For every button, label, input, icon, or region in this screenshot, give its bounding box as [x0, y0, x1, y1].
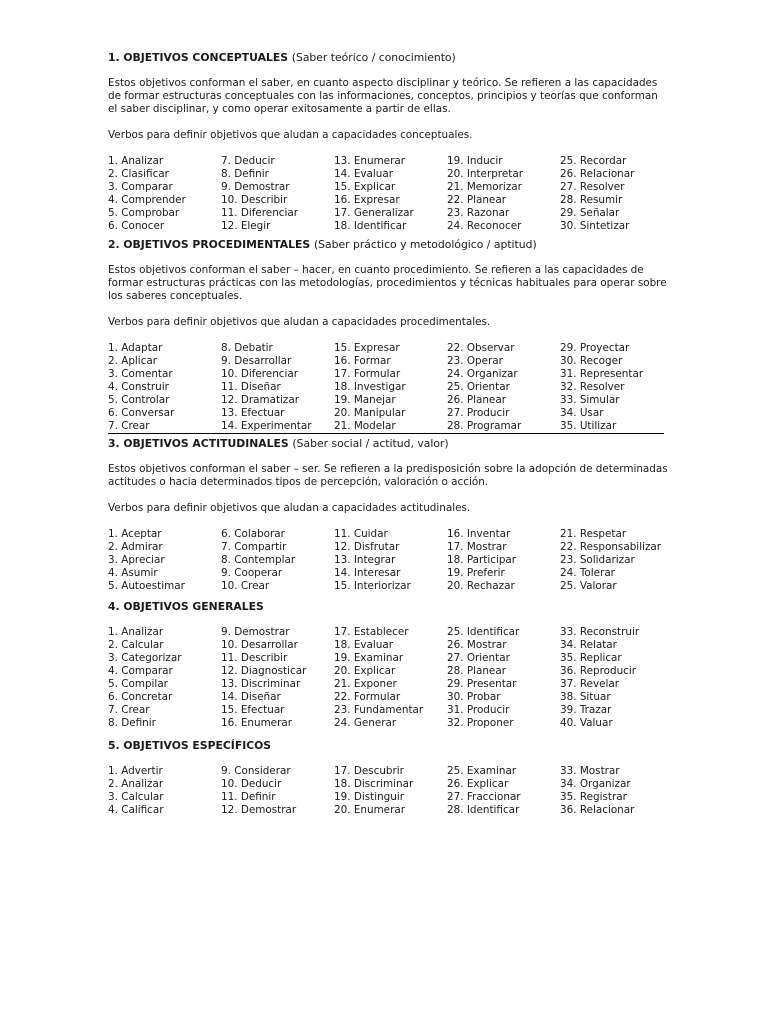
section-procedimentales — [108, 238, 667, 434]
verb-item: 28. Identificar — [447, 804, 520, 816]
verb-item: 25. Identificar — [447, 626, 520, 638]
verb-item: 37. Revelar — [560, 678, 620, 690]
verb-column — [221, 342, 334, 433]
verb-column — [221, 626, 334, 730]
verb-item: 27. Orientar — [447, 652, 510, 664]
verb-item: 24. Reconocer — [447, 220, 522, 232]
verb-column — [560, 342, 664, 433]
verb-item: 16. Enumerar — [221, 717, 292, 729]
verb-item: 5. Comprobar — [108, 207, 180, 219]
verb-item: 25. Orientar — [447, 381, 510, 393]
verb-item: 12. Demostrar — [221, 804, 297, 816]
verb-column — [108, 765, 221, 817]
verb-item: 2. Clasificar — [108, 168, 169, 180]
verb-column — [334, 342, 447, 433]
verb-grid — [108, 342, 664, 434]
verb-item: 27. Resolver — [560, 181, 625, 193]
verb-grid — [108, 155, 664, 233]
verb-item: 9. Demostrar — [221, 181, 290, 193]
verb-item: 3. Comparar — [108, 181, 173, 193]
verb-item: 19. Inducir — [447, 155, 503, 167]
section-heading: 4. OBJETIVOS GENERALES — [108, 600, 264, 613]
verb-item: 5. Controlar — [108, 394, 170, 406]
verb-item: 27. Producir — [447, 407, 510, 419]
verb-item: 4. Asumir — [108, 567, 158, 579]
section-heading: 1. OBJETIVOS CONCEPTUALES — [108, 51, 288, 64]
section-paragraph — [108, 77, 664, 116]
section-conceptuales — [108, 51, 664, 233]
verb-item: 11. Diferenciar — [221, 207, 299, 219]
verb-item: 16. Expresar — [334, 194, 400, 206]
verb-item: 3. Apreciar — [108, 554, 165, 566]
verb-item: 21. Exponer — [334, 678, 397, 690]
section-subtitle: (Saber teórico / conocimiento) — [291, 51, 456, 64]
verb-item: 19. Manejar — [334, 394, 396, 406]
verb-item: 6. Conversar — [108, 407, 175, 419]
verb-item: 25. Recordar — [560, 155, 627, 167]
verb-item: 8. Contemplar — [221, 554, 296, 566]
verbs-intro: Verbos para definir objetivos que aludan a capacidades procedimentales. — [108, 316, 491, 328]
verb-item: 9. Demostrar — [221, 626, 290, 638]
verb-item: 17. Descubrir — [334, 765, 404, 777]
verb-item: 26. Planear — [447, 394, 506, 406]
verb-item: 9. Considerar — [221, 765, 291, 777]
verb-item: 30. Sintetizar — [560, 220, 630, 232]
verb-column — [108, 528, 221, 593]
verb-item: 7. Crear — [108, 420, 150, 432]
verb-item: 9. Cooperar — [221, 567, 283, 579]
verb-item: 10. Deducir — [221, 778, 282, 790]
verbs-intro: Verbos para definir objetivos que aludan a capacidades actitudinales. — [108, 502, 471, 514]
verb-grid — [108, 626, 664, 730]
verb-item: 35. Replicar — [560, 652, 622, 664]
verb-item: 2. Analizar — [108, 778, 164, 790]
verb-item: 32. Resolver — [560, 381, 625, 393]
verb-item: 4. Comprender — [108, 194, 186, 206]
verb-item: 22. Responsabilizar — [560, 541, 662, 553]
verb-column — [108, 342, 221, 433]
verb-column — [221, 528, 334, 593]
verb-item: 2. Calcular — [108, 639, 164, 651]
verb-item: 22. Observar — [447, 342, 515, 354]
verb-item: 20. Explicar — [334, 665, 396, 677]
section-title — [108, 238, 664, 251]
verb-item: 3. Categorizar — [108, 652, 182, 664]
verb-column — [108, 626, 221, 730]
verb-column — [221, 765, 334, 817]
verb-item: 28. Planear — [447, 665, 506, 677]
section-title — [108, 51, 664, 64]
verb-item: 20. Enumerar — [334, 804, 405, 816]
verb-item: 6. Colaborar — [221, 528, 285, 540]
verb-item: 25. Valorar — [560, 580, 617, 592]
verb-column — [108, 155, 221, 233]
verb-item: 29. Proyectar — [560, 342, 630, 354]
verb-item: 15. Efectuar — [221, 704, 285, 716]
verb-grid — [108, 765, 664, 817]
verb-item: 14. Experimentar — [221, 420, 312, 432]
verb-item: 23. Fundamentar — [334, 704, 424, 716]
verb-column — [334, 765, 447, 817]
section-title — [108, 600, 664, 613]
section-paragraph — [108, 463, 668, 489]
verb-item: 18. Identificar — [334, 220, 407, 232]
section-subtitle: (Saber social / actitud, valor) — [292, 437, 449, 450]
verb-item: 18. Discriminar — [334, 778, 414, 790]
paragraph-line: el saber disciplinar, y como operar exitosamente a partir de ellas. — [108, 103, 451, 115]
verb-item: 33. Mostrar — [560, 765, 620, 777]
verb-item: 21. Memorizar — [447, 181, 522, 193]
verb-column — [560, 155, 664, 233]
verb-item: 20. Rechazar — [447, 580, 515, 592]
verb-column — [560, 626, 664, 730]
section-title — [108, 437, 664, 450]
verb-item: 14. Diseñar — [221, 691, 281, 703]
verb-item: 6. Conocer — [108, 220, 165, 232]
verb-item: 12. Elegir — [221, 220, 271, 232]
verb-item: 12. Dramatizar — [221, 394, 300, 406]
verb-item: 29. Presentar — [447, 678, 517, 690]
verb-item: 8. Definir — [221, 168, 269, 180]
verb-column — [334, 155, 447, 233]
verb-item: 1. Advertir — [108, 765, 163, 777]
verb-item: 1. Analizar — [108, 626, 164, 638]
verb-item: 5. Autoestimar — [108, 580, 185, 592]
verb-item: 35. Registrar — [560, 791, 627, 803]
section-actitudinales — [108, 437, 668, 593]
verb-item: 16. Inventar — [447, 528, 511, 540]
verb-item: 39. Trazar — [560, 704, 612, 716]
verb-item: 22. Formular — [334, 691, 401, 703]
verb-item: 26. Mostrar — [447, 639, 507, 651]
paragraph-line: los saberes conceptuales. — [108, 290, 243, 302]
verb-item: 17. Establecer — [334, 626, 409, 638]
verb-item: 25. Examinar — [447, 765, 517, 777]
verb-item: 17. Mostrar — [447, 541, 507, 553]
verb-item: 29. Señalar — [560, 207, 620, 219]
verb-item: 28. Resumir — [560, 194, 623, 206]
section-title — [108, 739, 664, 752]
verb-item: 12. Disfrutar — [334, 541, 400, 553]
verb-item: 5. Compilar — [108, 678, 168, 690]
verb-column — [334, 626, 447, 730]
verb-item: 9. Desarrollar — [221, 355, 292, 367]
verb-item: 8. Debatir — [221, 342, 273, 354]
verb-item: 15. Expresar — [334, 342, 400, 354]
section-subtitle: (Saber práctico y metodológico / aptitud) — [313, 238, 537, 251]
verb-column — [560, 528, 664, 593]
verb-column — [447, 765, 560, 817]
verb-item: 30. Probar — [447, 691, 501, 703]
section-especificos — [108, 739, 664, 817]
verb-item: 31. Producir — [447, 704, 510, 716]
verb-item: 13. Integrar — [334, 554, 396, 566]
verb-item: 12. Diagnosticar — [221, 665, 307, 677]
verb-item: 3. Calcular — [108, 791, 164, 803]
verb-item: 21. Modelar — [334, 420, 396, 432]
section-generales — [108, 600, 664, 730]
verb-item: 40. Valuar — [560, 717, 613, 729]
verb-item: 36. Relacionar — [560, 804, 635, 816]
verb-item: 26. Explicar — [447, 778, 509, 790]
verb-item: 1. Aceptar — [108, 528, 162, 540]
verb-item: 24. Organizar — [447, 368, 518, 380]
verb-item: 8. Definir — [108, 717, 156, 729]
verb-item: 13. Discriminar — [221, 678, 301, 690]
verb-item: 20. Manipular — [334, 407, 406, 419]
verb-item: 10. Describir — [221, 194, 288, 206]
verb-item: 32. Proponer — [447, 717, 514, 729]
verb-item: 14. Interesar — [334, 567, 401, 579]
verb-item: 33. Simular — [560, 394, 620, 406]
verb-item: 4. Comparar — [108, 665, 173, 677]
verb-item: 14. Evaluar — [334, 168, 394, 180]
paragraph-line: Estos objetivos conforman el saber – hacer, en cuanto procedimiento. Se refieren a las capacidades de — [108, 264, 644, 276]
paragraph-line: de formar estructuras conceptuales con las informaciones, conceptos, principios y teorías que conforman — [108, 90, 658, 102]
verb-item: 2. Aplicar — [108, 355, 158, 367]
verb-column — [221, 155, 334, 233]
verb-item: 11. Diseñar — [221, 381, 281, 393]
verb-item: 1. Adaptar — [108, 342, 163, 354]
verb-item: 16. Formar — [334, 355, 391, 367]
verb-item: 10. Desarrollar — [221, 639, 298, 651]
verb-item: 24. Generar — [334, 717, 397, 729]
section-heading: 3. OBJETIVOS ACTITUDINALES — [108, 437, 289, 450]
verb-item: 7. Compartir — [221, 541, 287, 553]
verb-item: 4. Calificar — [108, 804, 164, 816]
verb-item: 11. Describir — [221, 652, 288, 664]
verb-item: 17. Formular — [334, 368, 401, 380]
verb-item: 27. Fraccionar — [447, 791, 521, 803]
paragraph-line: formar estructuras prácticas con las metodologías, procedimientos y técnicas habituales para operar sobre — [108, 277, 667, 289]
verb-item: 30. Recoger — [560, 355, 623, 367]
verb-item: 34. Relatar — [560, 639, 617, 651]
verb-item: 15. Interiorizar — [334, 580, 411, 592]
verb-column — [560, 765, 664, 817]
verb-column — [334, 528, 447, 593]
section-paragraph — [108, 264, 667, 303]
verb-item: 11. Cuidar — [334, 528, 388, 540]
verb-column — [447, 155, 560, 233]
verb-item: 1. Analizar — [108, 155, 164, 167]
verb-column — [447, 342, 560, 433]
paragraph-line: Estos objetivos conforman el saber, en cuanto aspecto disciplinar y teórico. Se refieren a las capacidades — [108, 77, 658, 89]
verb-item: 19. Preferir — [447, 567, 505, 579]
verb-item: 15. Explicar — [334, 181, 396, 193]
verb-item: 11. Definir — [221, 791, 276, 803]
verb-item: 10. Diferenciar — [221, 368, 299, 380]
verb-item: 3. Comentar — [108, 368, 173, 380]
paragraph-line: actitudes o hacia determinados tipos de percepción, valoración o acción. — [108, 476, 489, 488]
verb-item: 33. Reconstruir — [560, 626, 640, 638]
verb-item: 20. Interpretar — [447, 168, 523, 180]
verb-item: 17. Generalizar — [334, 207, 414, 219]
verb-item: 34. Usar — [560, 407, 604, 419]
verb-item: 34. Organizar — [560, 778, 631, 790]
verb-item: 18. Participar — [447, 554, 517, 566]
verb-item: 31. Representar — [560, 368, 644, 380]
verb-item: 13. Enumerar — [334, 155, 405, 167]
verb-item: 19. Distinguir — [334, 791, 405, 803]
verb-item: 24. Tolerar — [560, 567, 615, 579]
verb-item: 18. Evaluar — [334, 639, 394, 651]
verb-item: 22. Planear — [447, 194, 506, 206]
verb-item: 6. Concretar — [108, 691, 173, 703]
verb-item: 4. Construir — [108, 381, 169, 393]
verb-item: 23. Razonar — [447, 207, 510, 219]
verb-item: 18. Investigar — [334, 381, 406, 393]
verb-item: 2. Admirar — [108, 541, 163, 553]
verb-item: 36. Reproducir — [560, 665, 637, 677]
verbs-intro: Verbos para definir objetivos que aludan a capacidades conceptuales. — [108, 129, 473, 141]
verb-column — [447, 626, 560, 730]
verb-item: 19. Examinar — [334, 652, 404, 664]
verb-item: 7. Deducir — [221, 155, 275, 167]
verb-item: 7. Crear — [108, 704, 150, 716]
verb-item: 10. Crear — [221, 580, 270, 592]
verb-item: 28. Programar — [447, 420, 522, 432]
verb-column — [447, 528, 560, 593]
verb-item: 21. Respetar — [560, 528, 627, 540]
verb-item: 23. Solidarizar — [560, 554, 635, 566]
verb-item: 35. Utilizar — [560, 420, 617, 432]
verb-item: 23. Operar — [447, 355, 503, 367]
verb-item: 13. Efectuar — [221, 407, 285, 419]
paragraph-line: Estos objetivos conforman el saber – ser. Se refieren a la predisposición sobre la adopción de determinadas — [108, 463, 668, 475]
verb-grid — [108, 528, 664, 593]
verb-item: 26. Relacionar — [560, 168, 635, 180]
section-heading: 5. OBJETIVOS ESPECÍFICOS — [108, 739, 272, 752]
verb-item: 38. Situar — [560, 691, 611, 703]
section-heading: 2. OBJETIVOS PROCEDIMENTALES — [108, 238, 311, 251]
